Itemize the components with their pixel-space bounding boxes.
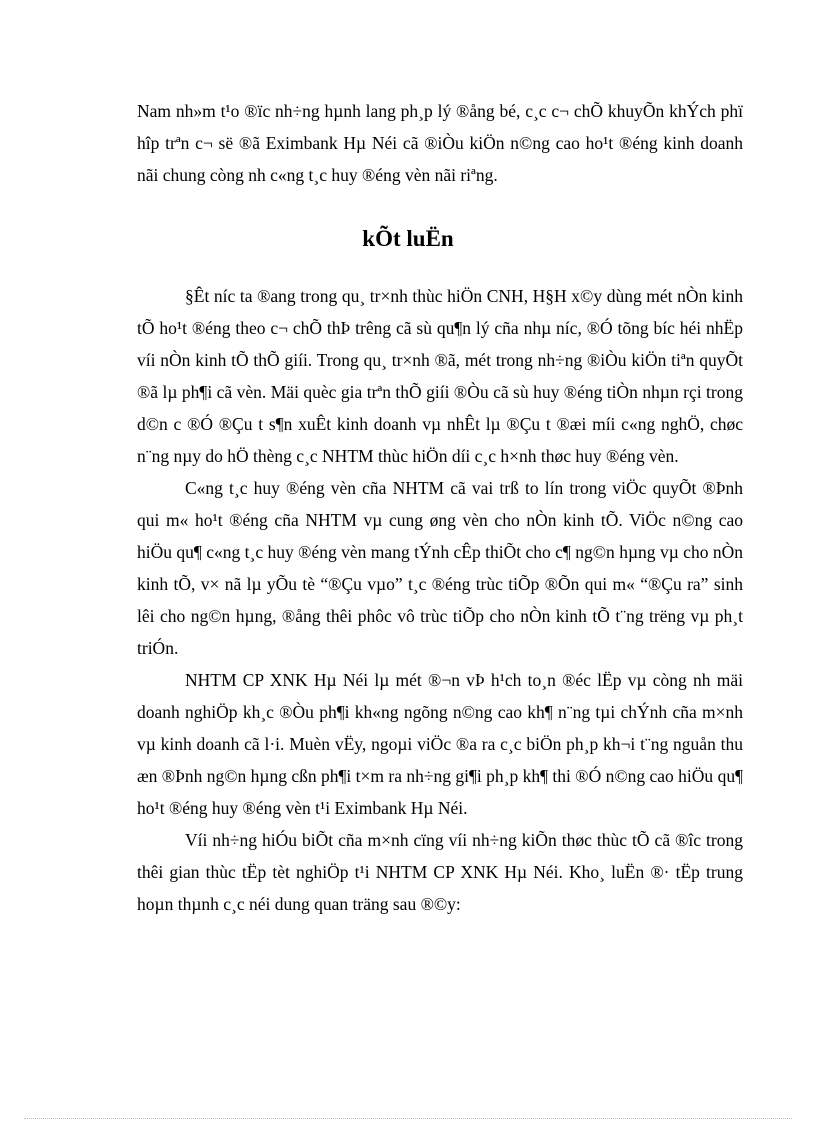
page-bottom-divider	[24, 1118, 792, 1119]
conclusion-paragraph-2: C«ng t¸c huy ®éng vèn cña NHTM cã vai trß to lín trong viÖc quyÕt ®Þnh qui m« ho¹t ®éng cña NHTM vµ cung øng vèn cho nÒn kinh tÕ. ViÖc n©ng cao hiÖu qu¶ c«ng t¸c huy ®éng vèn mang tÝnh cÊp thiÕt cho c¶ ng©n hµng vµ cho nÒn kinh tÕ, v× nã lµ yÕu tè “®Çu vµo” t¸c ®éng trùc tiÕp ®Õn qui m« “®Çu ra” sinh lêi cho ng©n hµng, ®ång thêi phôc vô trùc tiÕp cho nÒn kinh tÕ t¨ng trëng vµ ph¸t triÓn.	[137, 478, 743, 658]
conclusion-body	[137, 280, 743, 920]
conclusion-paragraph-1: §Êt níc ta ®ang trong qu¸ tr×nh thùc hiÖn CNH, H§H x©y dùng mét nÒn kinh tÕ ho¹t ®éng theo c¬ chÕ thÞ trêng cã sù qu¶n lý cña nhµ níc, ®Ó tõng bíc héi nhËp víi nÒn kinh tÕ thÕ giíi. Trong qu¸ tr×nh ®ã, mét trong nh÷ng ®iÒu kiÖn tiªn quyÕt ®ã lµ ph¶i cã vèn. Mäi quèc gia trªn thÕ giíi ®Òu cã sù huy ®éng tiÒn nhµn rçi trong d©n c ®Ó ®Çu t s¶n xuÊt kinh doanh vµ nhÊt lµ ®Çu t ®æi míi c«ng nghÖ, chøc n¨ng nµy do hÖ thèng c¸c NHTM thùc hiÖn díi c¸c h×nh thøc huy ®éng vèn.	[137, 286, 743, 466]
intro-paragraph	[137, 95, 743, 191]
conclusion-paragraph-3: NHTM CP XNK Hµ Néi lµ mét ®¬n vÞ h¹ch to¸n ®éc lËp vµ còng nh mäi doanh nghiÖp kh¸c ®Òu ph¶i kh«ng ngõng n©ng cao kh¶ n¨ng tµi chÝnh cña m×nh vµ kinh doanh cã l·i. Muèn vËy, ngoµi viÖc ®a ra c¸c biÖn ph¸p kh¬i t¨ng nguån thu æn ®Þnh ng©n hµng cßn ph¶i t×m ra nh÷ng gi¶i ph¸p kh¶ thi ®Ó n©ng cao hiÖu qu¶ ho¹t ®éng huy ®éng vèn t¹i Eximbank Hµ Néi.	[137, 670, 743, 818]
conclusion-paragraph-4: Víi nh÷ng hiÓu biÕt cña m×nh cïng víi nh÷ng kiÕn thøc thùc tÕ cã ®îc trong thêi gian thùc tËp tèt nghiÖp t¹i NHTM CP XNK Hµ Néi. Kho¸ luËn ®· tËp trung hoµn thµnh c¸c néi dung quan träng sau ®©y:	[137, 830, 743, 914]
section-heading: kÕt luËn	[362, 226, 454, 251]
intro-paragraph-text: Nam nh»m t¹o ®ïc nh÷ng hµnh lang ph¸p lý ®ång bé, c¸c c¬ chÕ khuyÕn khÝch phï hîp trªn c¬ së ®ã Eximbank Hµ Néi cã ®iÒu kiÖn n©ng cao ho¹t ®éng kinh doanh nãi chung còng nh c«ng t¸c huy ®éng vèn nãi riªng.	[137, 101, 743, 185]
